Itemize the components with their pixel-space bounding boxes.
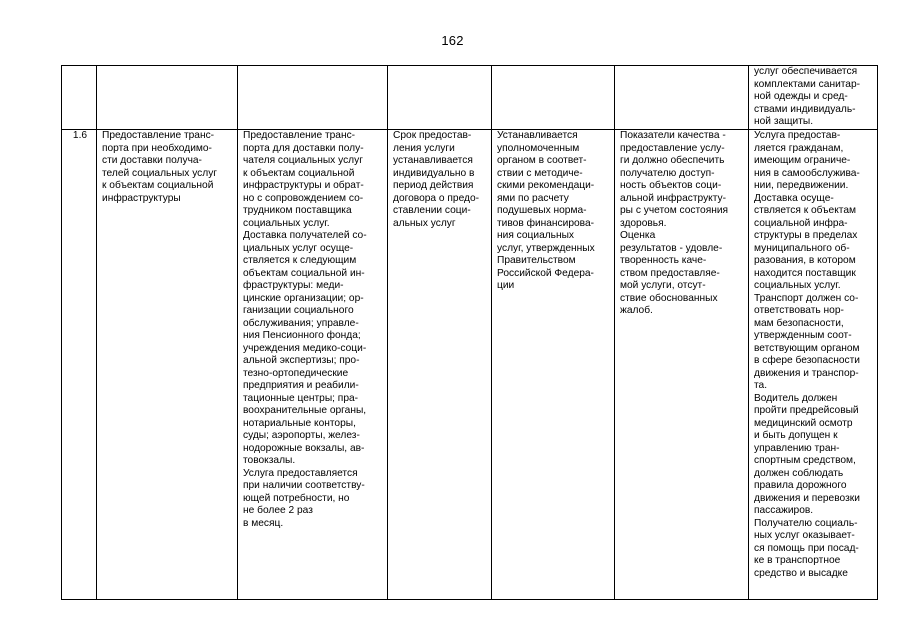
service-name-cell: Предоставление транс- порта при необходимо- сти доставки получа- телей социальных услуг к объектам социальной инфраструктуры [97,130,238,600]
services-table [61,65,878,600]
page-number: 162 [441,33,464,48]
service-name-cell [97,66,238,130]
row-number-cell [62,66,97,130]
quality-indicators-cell [615,66,749,130]
service-term-cell: Срок предостав- ления услуги устанавливается индивидуально в период действия договора о предо- ставлении соци- альных услуг [388,130,492,600]
quality-indicators-cell: Показатели качества - предоставление услу- ги должно обеспечить получателю доступ- ность объектов соци- альной инфраструкту- ры с учетом состояния здоровья. Оценка результатов - удовле- творенность каче- ством предоставляе- мой услуги, отсут- ствие обоснованных жалоб. [615,130,749,600]
row-number-cell: 1.6 [62,130,97,600]
table-row-1-6 [62,130,878,600]
service-content-cell [238,66,388,130]
service-conditions-cell: Услуга предостав- ляется гражданам, имеющим ограниче- ния в самообслужива- нии, передвижении. Доставка осуще- ствляется к объектам социальной инфра- структуры в пределах муниципального об- разования, в котором находится поставщик социальных услуг. Транспорт должен со- ответствовать нор- мам безопасности, утвержденным соот- ветствующим органом в сфере безопасности движения и транспор- та. Водитель должен пройти предрейсовый медицинский осмотр и быть допущен к управлению тран- спортным средством, должен соблюдать правила дорожного движения и перевозки пассажиров. Получателю социаль- ных услуг оказывает- ся помощь при посад- ке в транспортное средство и высадке [749,130,878,600]
service-content-cell: Предоставление транс- порта для доставки полу- чателя социальных услуг к объектам социальной инфраструктуры и обрат- но с сопровождением со- трудником поставщика социальных услуг. Доставка получателей со- циальных услуг осуще- ствляется к следующим объектам социальной ин- фраструктуры: меди- цинские организации; ор- ганизации социального обслуживания; управле- ния Пенсионного фонда; учреждения медико-соци- альной экспертизы; про- тезно-ортопедические предприятия и реабили- тационные центры; пра- воохранительные органы, нотариальные конторы, суды; аэропорты, желез- нодорожные вокзалы, ав- товокзалы. Услуга предоставляется при наличии соответству- ющей потребности, но не более 2 раз в месяц. [238,130,388,600]
service-term-cell [388,66,492,130]
table-row-continuation [62,66,878,130]
funding-norm-cell: Устанавливается уполномоченным органом в соответ- ствии с методиче- скими рекомендаци- ями по расчету подушевых норма- тивов финансирова- ния социальных услуг, утвержденных Правительством Российской Федера- ции [492,130,615,600]
funding-norm-cell [492,66,615,130]
service-conditions-cell: услуг обеспечивается комплектами санитар- ной одежды и сред- ствами индивидуаль- ной защиты. [749,66,878,130]
